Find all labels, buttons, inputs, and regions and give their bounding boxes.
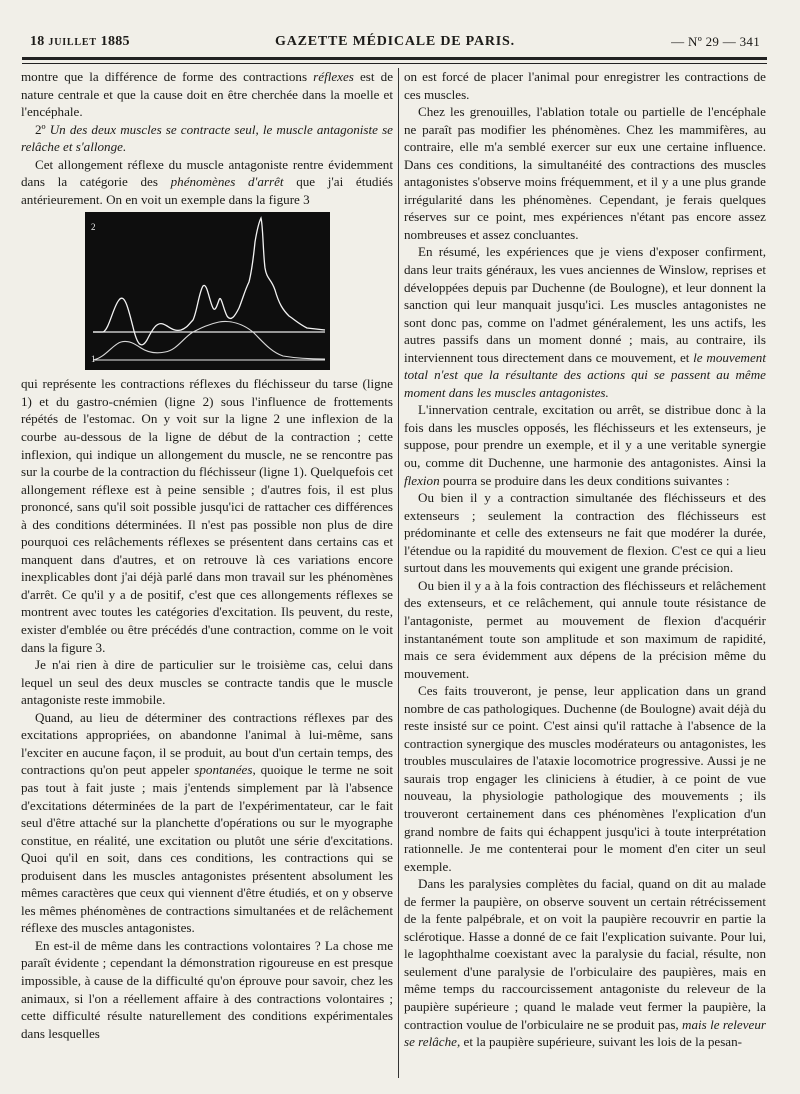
- header-rule-thick: [22, 57, 767, 60]
- header-rule-thin: [22, 63, 767, 64]
- section-heading: 2º Un des deux muscles se contracte seul, le muscle antagoniste se relâche et s'allonge.: [21, 121, 393, 155]
- date-day: 18: [30, 34, 45, 49]
- paragraph: Je n'ai rien à dire de particulier sur le troisième cas, celui dans lequel un seul des deux muscles se contracte tandis que le muscle antagoniste reste immobile.: [21, 657, 393, 708]
- paragraph: on est forcé de placer l'animal pour enregistrer les contractions de ces muscles.: [404, 69, 766, 102]
- paragraph: montre que la différence de forme des contractions réflexes est de nature centrale et que la cause doit en être cherchée dans la moelle et l'encéphale.: [21, 69, 394, 120]
- paragraph: En est-il de même dans les contractions volontaires ? La chose me paraît évidente ; cependant la démonstration rigoureuse en est presque impossible, à cause de la difficulté qu'on éprouve pour savoir, chez les animaux, si l'on a réellement affaire à des contractions volontaires ; cette difficulté résulte naturellement des conditions expérimentales dans lesquelles: [21, 937, 393, 1041]
- paragraph: Ou bien il y a contraction simultanée des fléchisseurs et des extenseurs ; seulement la contraction des fléchisseurs est prédominante et celle des extenseurs ne fait que modérer la durée, l'étendue ou la rapidité du mouvement de flexion. C'est ce qui a lieu surtout dans les mouvements qui exigent une grande précision.: [404, 490, 766, 576]
- page-header: [30, 34, 760, 54]
- journal-title: GAZETTE MÉDICALE DE PARIS.: [275, 34, 515, 49]
- issue-page-number: — Nº 29 — 341: [671, 34, 760, 49]
- right-column: [404, 68, 766, 1051]
- paragraph: Ces faits trouveront, je pense, leur application dans un grand nombre de cas pathologiques. Duchenne (de Boulogne) avait déjà du reste insisté sur ce point. C'est ainsi qu'il rattache à l'absence de la contraction synergique des muscles modérateurs ou antagonistes, les troubles musculaires de l'ataxie locomotrice progressive. Aussi je ne saurais trop engager les cliniciens à étudier, à ce point de vue nouveau, la physiologie pathologique des mouvements ; ils trouveront certainement dans ces phénomènes l'explication d'un grand nombre de faits qui échappent jusqu'ici à toute interprétation rationnelle. Je me contenterai pour le moment d'en citer un seul exemple.: [404, 683, 766, 874]
- figure-3-myograph-tracing: [85, 212, 330, 370]
- label-line-1: 1: [90, 354, 95, 365]
- column-divider: [398, 68, 399, 1078]
- paragraph: Ou bien il y a à la fois contraction des fléchisseurs et relâchement des extenseurs, et ce relâchement, qui annule toute résistance de l'antagoniste, permet au mouvement de flexion d'acquérir instantanément toute son amplitude et son maximum de rapidité, mais ce sera évidemment aux dépens de la précision même du mouvement.: [404, 577, 766, 681]
- label-line-2: 2: [90, 222, 95, 233]
- paragraph: Cet allongement réflexe du muscle antagoniste rentre évidemment dans la catégorie des phénomènes d'arrêt que j'ai étudiés antérieurement. On en voit un exemple dans la figure 3: [21, 156, 393, 207]
- date-year: 1885: [100, 34, 130, 49]
- paragraph: Quand, au lieu de déterminer des contractions réflexes par des excitations appropriées, on abandonne l'animal à lui-même, sans l'exciter en aucune façon, il se produit, au bout d'un certain temps, des contractions qu'on peut appeler spontanées, quoique le terme ne soit pas tout à fait juste ; mais j'entends simplement par là l'absence d'excitations déterminées de la part de l'expérimentateur, car le fait seul d'être attaché sur la planchette d'opérations ou sur le myographe constitue, en réalité, une excitation ou plutôt une série d'excitations. Quoi qu'il en soit, dans ces conditions, les contractions qui se produisent dans les muscles antagonistes présentent absolument les mêmes caractères que ceux qui viennent d'être étudiés, et on y observe les mêmes phénomènes de contractions simultanées et de relâchement réflexe des muscles antagonistes.: [21, 709, 394, 936]
- left-column: [21, 68, 393, 1042]
- paragraph: qui représente les contractions réflexes du fléchisseur du tarse (ligne 1) et du gastro-cnémien (ligne 2) sous l'influence de frottements répétés de l'estomac. On y voit sur la ligne 2 une inflexion de la courbe au-dessous de la ligne de début de la contraction ; cette inflexion, qui indique un allongement du muscle, ne se rencontre pas sur la courbe de la contraction du fléchisseur (ligne 1). Quelquefois cet allongement réflexe est à peine sensible ; d'autres fois, il est plus prononcé, sans qu'il soit possible jusqu'ici de rattacher ces différences à des conditions déterminées. Il n'est pas possible non plus de dire pourquoi ces relâchements réflexes se présentent dans certains cas et manquent dans d'autres, et on retrouve là ces variations encore inexplicables dont j'ai déjà parlé dans mon travail sur les phénomènes d'arrêt. Ce qu'il y a de positif, c'est que ces allongements réflexes se montrent avec toutes les catégories d'excitation. Ils peuvent, du reste, exister d'emblée ou être précédés d'une contraction, comme on le voit dans la figure 3.: [21, 376, 393, 655]
- date-month: JUILLET: [48, 37, 97, 48]
- paragraph: Chez les grenouilles, l'ablation totale ou partielle de l'encéphale ne paraît pas modifier les phénomènes. Chez les mammifères, au contraire, elle m'a semblé exercer sur eux une certaine influence. Dans ces conditions, la simultanéité des contractions des muscles antagonistes s'observe moins fréquemment, et il y a une plus grande irrégularité dans les phénomènes. Cependant, je ferais quelques réserves sur ce point, mes expériences n'étant pas encore assez nombreuses et assez concluantes.: [404, 104, 766, 242]
- paragraph: En résumé, les expériences que je viens d'exposer confirment, dans leur traits généraux, les vues anciennes de Winslow, reprises et développées depuis par Duchenne (de Boulogne), et leur donnent la sanction qui leur manquait jusqu'ici. Les muscles antagonistes ne sont donc pas, comme on l'admet généralement, les uns actifs, les autres passifs dans un moment donné ; mais, au contraire, ils interviennent tous directement dans ce mouvement, et le mouvement total n'est que la résultante des actions qui se passent au même moment dans les muscles antagonistes.: [404, 244, 766, 400]
- paragraph: Dans les paralysies complètes du facial, quand on dit au malade de fermer la paupière, on observe souvent un certain rétrécissement de la fente palpébrale, et on voit la paupière recouvrir en partie la sclérotique. Hasse a donné de ce fait l'explication suivante. Pour lui, le lagophthalme coexistant avec la paralysie du facial, résulte, non seulement d'une paralysie de l'orbiculaire des paupières, mais en même temps du raccourcissement antagoniste du releveur de la paupière supérieure ; quand le malade veut fermer la paupière, la contraction voulue de l'orbiculaire ne se produit pas, mais le releveur se relâche, et la paupière supérieure, suivant les lois de la pesan-: [404, 876, 766, 1050]
- myograph-tracing: [85, 212, 330, 370]
- paragraph: L'innervation centrale, excitation ou arrêt, se distribue donc à la fois dans les muscles opposés, les fléchisseurs et les extenseurs, je suppose, pour prendre un exemple, et il y a une veritable synergie ou, comme dit Duchenne, une harmonie des antagonistes. Ainsi la flexion pourra se produire dans les deux conditions suivantes :: [404, 402, 766, 488]
